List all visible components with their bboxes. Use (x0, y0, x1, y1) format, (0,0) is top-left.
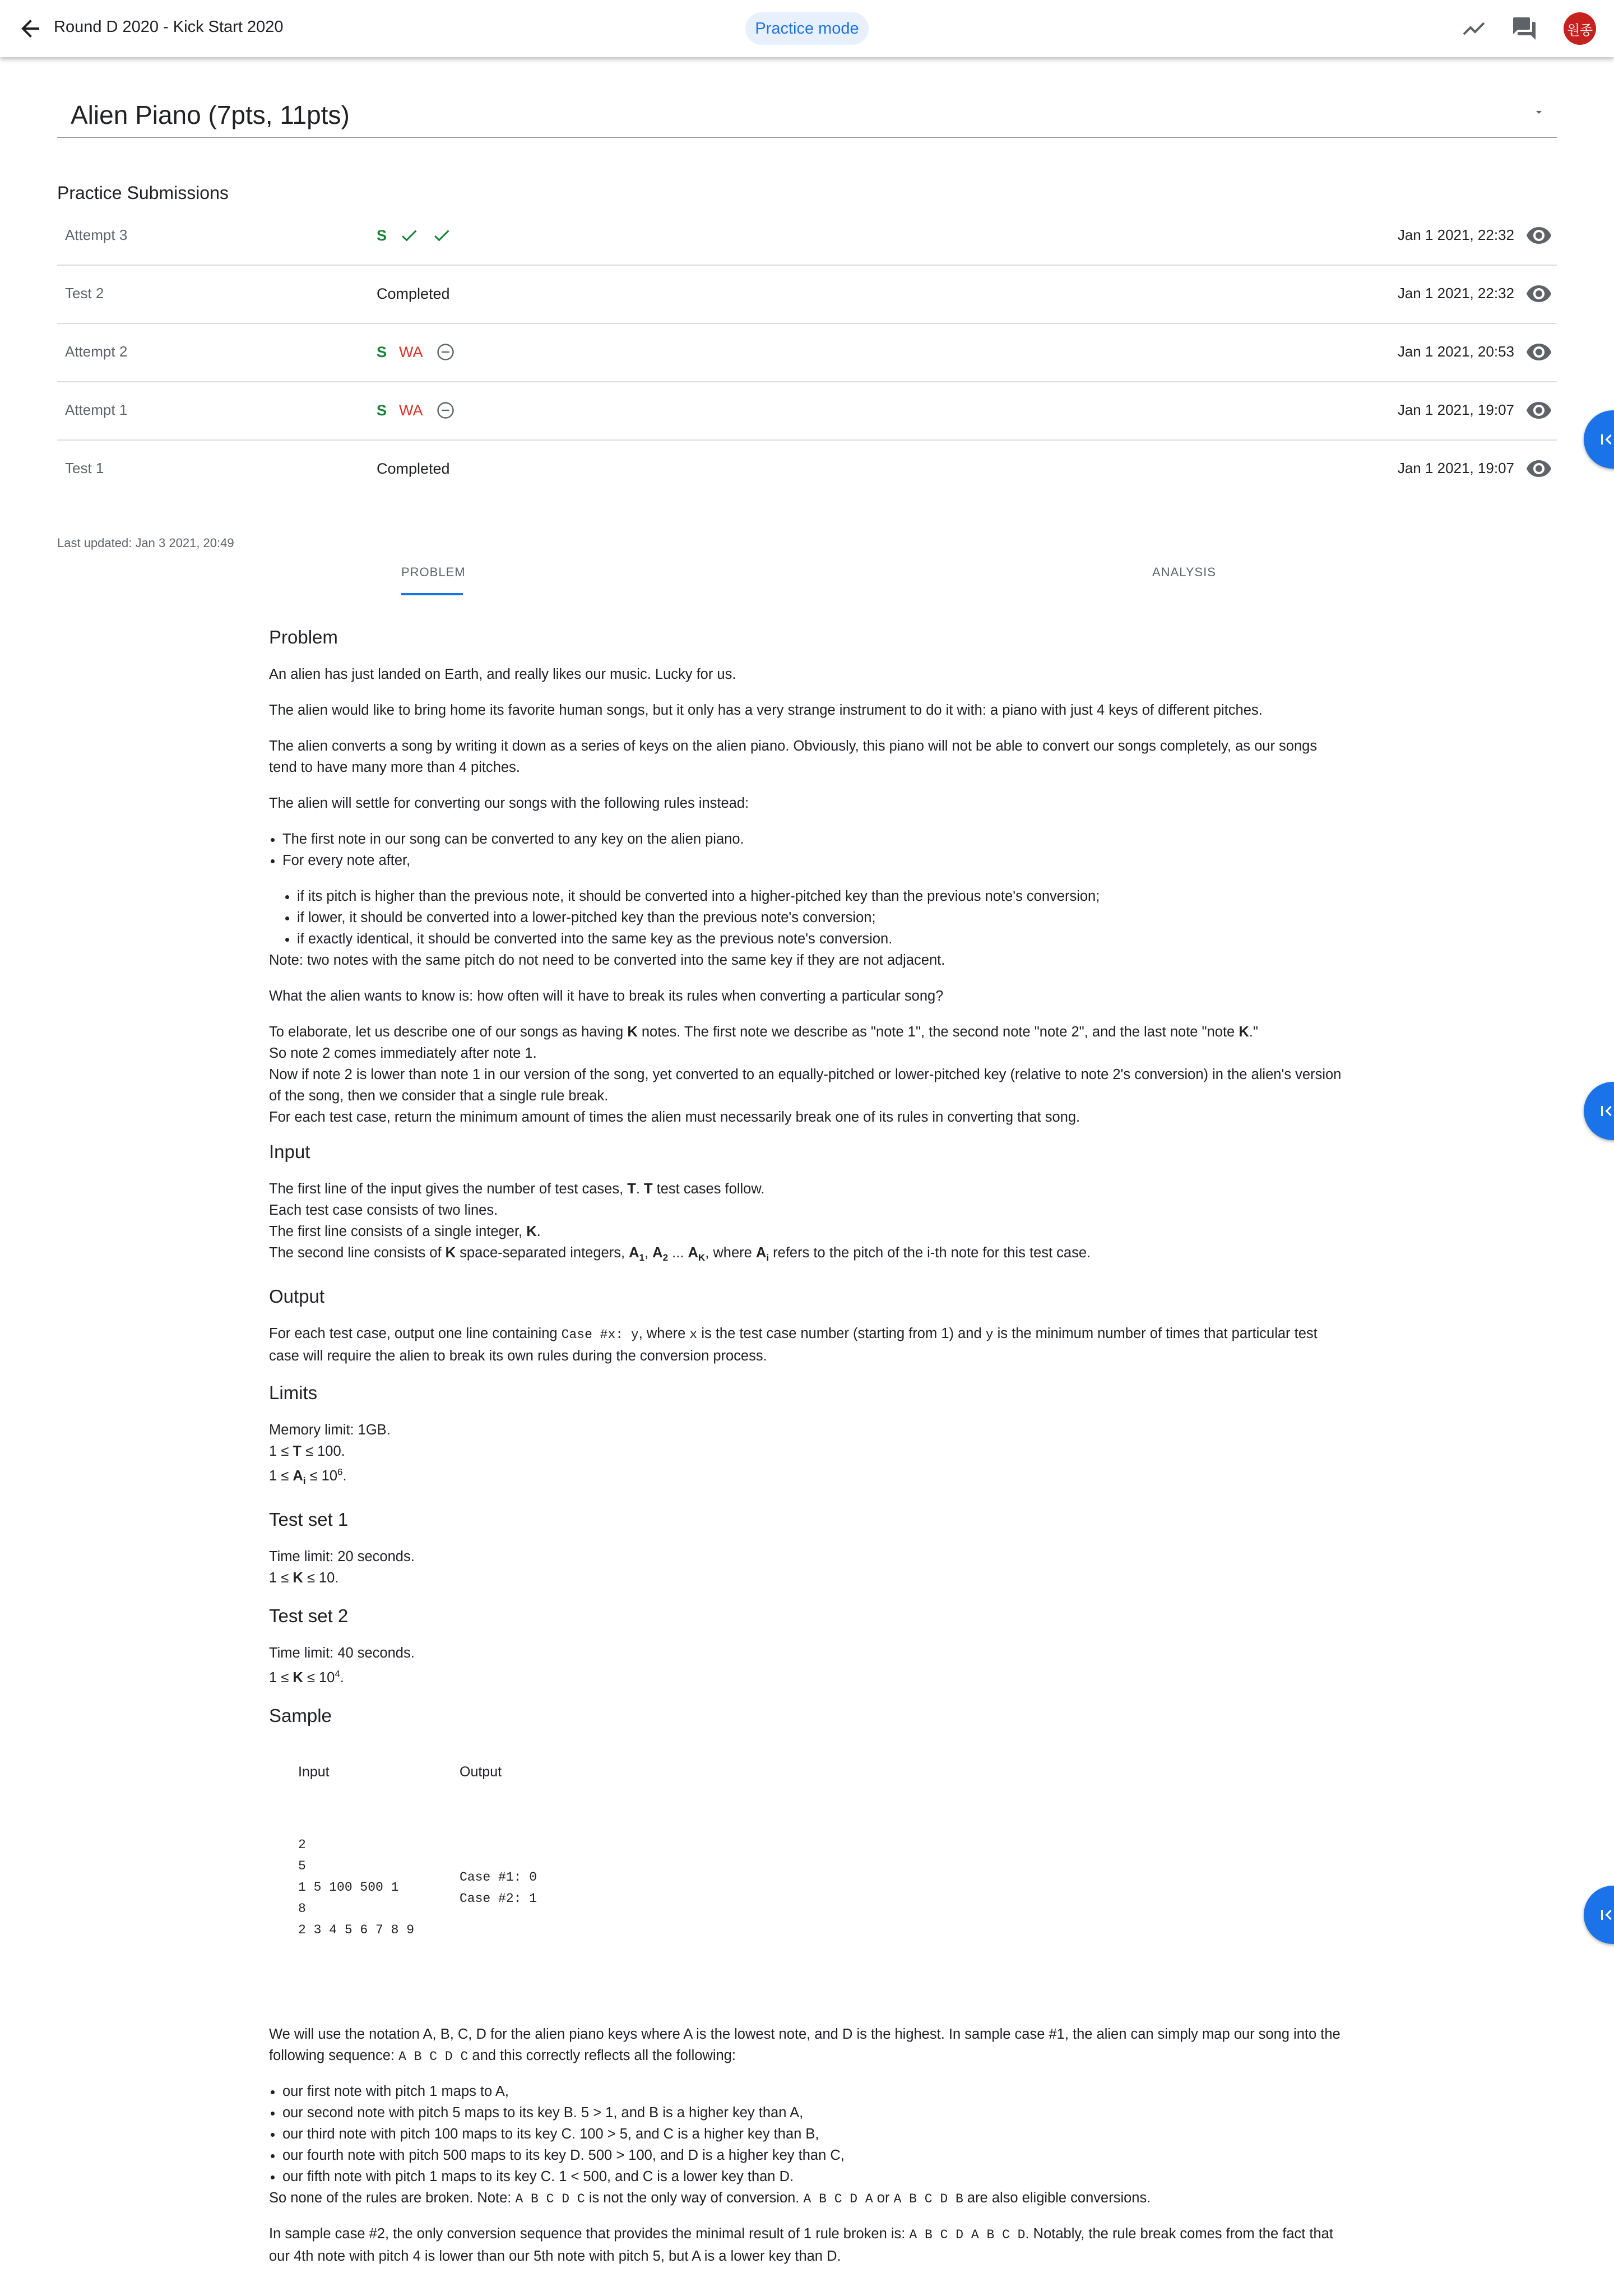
subscript: i (766, 1252, 769, 1263)
text: is the minimum number of times that particular test case will require the alien to break its own rules during the conversion process. (269, 1326, 1318, 1364)
section-heading-test-set-1: Test set 1 (269, 1509, 349, 1530)
sub-rules-list (269, 886, 1373, 950)
skipped-minus-circle-icon (435, 400, 456, 420)
paragraph (269, 1178, 1345, 1200)
text: . (342, 1468, 347, 1484)
text: test cases follow. (652, 1181, 765, 1197)
sample-output-label: Output (460, 1764, 502, 1780)
explanation-paragraph (269, 2223, 1345, 2267)
list-item: • our fifth note with pitch 1 maps to its key C. 1 < 500, and C is a lower key than D. (282, 2166, 1358, 2187)
section-heading-limits: Limits (269, 1382, 318, 1403)
variable: A (688, 1245, 698, 1261)
section-heading-sample: Sample (269, 1705, 332, 1726)
trending-icon[interactable] (1460, 15, 1487, 42)
paragraph: Note: two notes with the same pitch do not need to be converted into the same key if they are not adjacent. (269, 952, 945, 968)
text: In sample case #2, the only conversion sequence that provides the minimal result of 1 rule broken is: (269, 2226, 910, 2242)
code: A B C D C (515, 2192, 585, 2206)
section-heading-problem: Problem (269, 627, 338, 647)
submission-name: Attempt 1 (65, 401, 128, 418)
variable: A (293, 1468, 303, 1484)
sample-input-code[interactable]: 2 5 1 5 100 500 1 8 2 3 4 5 6 7 8 9 (298, 1837, 415, 1937)
text: For each test case, output one line containing (269, 1326, 562, 1341)
first-page-icon (1596, 429, 1614, 450)
sample-badge: S (377, 226, 387, 244)
submission-date: Jan 1 2021, 22:32 (1397, 226, 1514, 243)
text: The second line consists of (269, 1245, 446, 1261)
submission-date: Jan 1 2021, 19:07 (1397, 460, 1514, 476)
code: A B C D B (893, 2192, 963, 2206)
explanation-paragraph (269, 2024, 1345, 2067)
app-title: Round D 2020 - Kick Start 2020 (54, 18, 284, 36)
paragraph (269, 1242, 1345, 1263)
paragraph: The alien converts a song by writing it down as a series of keys on the alien piano. Obviously, this piano will not be able to convert our songs completely, as our songs tend to have many more than 4 pitches. (269, 738, 1318, 775)
text: . Notably, the rule break comes from the fact that our 4th note with pitch 4 is lower than our 5th note with pitch 5, but A is a lower key than D. (269, 2226, 1333, 2264)
text: 1 ≤ (269, 1670, 293, 1686)
paragraph: For each test case, return the minimum amount of times the alien must necessarily break one of its rules in converting that song. (269, 1109, 1080, 1125)
paragraph (269, 1667, 1345, 1688)
sample-badge: S (377, 401, 387, 419)
text: is the test case number (starting from 1) and (697, 1326, 986, 1341)
variable: T (644, 1181, 653, 1197)
active-tab-indicator (401, 593, 463, 595)
text: ≤ 10 (303, 1670, 335, 1686)
check-icon (432, 225, 452, 246)
paragraph: So note 2 comes immediately after note 1. (269, 1045, 537, 1061)
avatar[interactable]: 원종 (1564, 12, 1596, 45)
variable: A (652, 1245, 663, 1261)
list-item: • our fourth note with pitch 500 maps to its key D. 500 > 100, and D is a higher key than C, (282, 2145, 1358, 2166)
text: and this correctly reflects all the following: (468, 2048, 736, 2063)
submission-row[interactable] (57, 439, 1557, 498)
first-page-icon (1596, 1101, 1614, 1121)
text: or (873, 2190, 894, 2206)
paragraph (269, 1567, 1345, 1589)
view-eye-icon[interactable] (1525, 222, 1552, 249)
test-set-2-limits (269, 1642, 1345, 1688)
elaboration (269, 1021, 1345, 1128)
collapse-panel-button[interactable] (1584, 410, 1614, 469)
submission-name: Test 1 (65, 460, 104, 476)
list-item: • The first note in our song can be converted to any key on the alien piano. (282, 828, 1358, 850)
paragraph: An alien has just landed on Earth, and really likes our music. Lucky for us. (269, 666, 736, 682)
text: The first line of the input gives the number of test cases, (269, 1181, 628, 1197)
text: So none of the rules are broken. Note: (269, 2190, 516, 2206)
sample-input-label: Input (298, 1764, 330, 1780)
dropdown-caret-icon (1532, 105, 1546, 119)
tab-analysis[interactable]: ANALYSIS (1152, 565, 1216, 579)
submissions-heading: Practice Submissions (57, 183, 229, 203)
text: To elaborate, let us describe one of our songs as having (269, 1024, 628, 1040)
problem-select[interactable] (57, 90, 1557, 138)
explanation-paragraph (269, 2187, 1345, 2210)
submission-date: Jan 1 2021, 22:32 (1397, 285, 1514, 302)
status-text: Completed (377, 460, 450, 477)
list-item: • For every note after, (282, 850, 1358, 871)
text: , (644, 1245, 653, 1261)
variable: K (526, 1224, 537, 1239)
paragraph (269, 1221, 1345, 1242)
subscript: 1 (639, 1252, 644, 1263)
input-description (269, 1178, 1345, 1263)
text: 1 ≤ (269, 1570, 293, 1586)
rules-list (269, 828, 1358, 871)
practice-mode-chip[interactable]: Practice mode (745, 12, 869, 45)
subscript: 2 (662, 1252, 669, 1263)
submission-status (377, 397, 456, 424)
paragraph: Now if note 2 is lower than note 1 in our version of the song, yet converted to an equally-pitched or lower-pitched key (relative to note 2's conversion) in the alien's version of the song, then we consider that a single rule break. (269, 1067, 1342, 1104)
status-text: Completed (377, 285, 450, 302)
paragraph: What the alien wants to know is: how often will it have to break its rules when converting a particular song? (269, 988, 944, 1004)
variable: K (627, 1024, 638, 1040)
paragraph (269, 1465, 1345, 1487)
list-item: • our second note with pitch 5 maps to its key B. 5 > 1, and B is a higher key than A, (282, 2102, 1358, 2123)
text: refers to the pitch of the i-th note for this test case. (769, 1245, 1091, 1261)
paragraph: Memory limit: 1GB. (269, 1422, 391, 1438)
code: Case #x: y (561, 1327, 639, 1342)
paragraph: Time limit: 40 seconds. (269, 1645, 415, 1661)
test-set-1-limits (269, 1546, 1345, 1589)
sample-output-code[interactable]: Case #1: 0 Case #2: 1 (460, 1870, 537, 1906)
submission-status (377, 222, 452, 249)
check-icon (399, 225, 419, 246)
back-arrow-icon[interactable] (17, 15, 44, 42)
subscript: K (698, 1252, 706, 1263)
text: space-separated integers, (456, 1245, 629, 1261)
collapse-panel-button[interactable] (1584, 1886, 1614, 1944)
superscript: 4 (335, 1668, 340, 1679)
submission-date: Jan 1 2021, 19:07 (1397, 401, 1514, 418)
text: ." (1249, 1024, 1258, 1040)
code: A B C D A (803, 2192, 873, 2206)
paragraph: Time limit: 20 seconds. (269, 1549, 415, 1564)
code: A B C D A B C D (909, 2228, 1026, 2242)
list-item: • if its pitch is higher than the previous note, it should be converted into a higher-pitched key than the previous note's conversion; (297, 886, 1373, 907)
text: ≤ 100. (301, 1443, 345, 1459)
view-eye-icon[interactable] (1525, 339, 1552, 365)
list-item: • if exactly identical, it should be converted into the same key as the previous note's conversion. (297, 928, 1373, 950)
variable: T (293, 1443, 302, 1459)
text: ... (668, 1245, 688, 1261)
submission-row[interactable] (57, 323, 1557, 382)
submission-row[interactable] (57, 381, 1557, 441)
submission-name: Attempt 3 (65, 226, 128, 243)
paragraph: The alien would like to bring home its favorite human songs, but it only has a very strange instrument to do it with: a piano with just 4 keys of different pitches. (269, 702, 1263, 718)
list-item: • our first note with pitch 1 maps to A, (282, 2081, 1358, 2102)
list-item: • our third note with pitch 100 maps to its key C. 100 > 5, and C is a higher key than B, (282, 2123, 1358, 2145)
superscript: 6 (337, 1466, 343, 1478)
paragraph (269, 1021, 1345, 1043)
text: notes. The first note we describe as "note 1", the second note "note 2", and the last note "note (637, 1024, 1239, 1040)
section-heading-output: Output (269, 1286, 325, 1307)
chat-icon[interactable] (1511, 15, 1538, 42)
variable: A (755, 1245, 767, 1261)
tab-problem[interactable]: PROBLEM (401, 565, 466, 579)
last-updated-text: Last updated: Jan 3 2021, 20:49 (57, 536, 234, 550)
subscript: i (303, 1475, 306, 1487)
text: 1 ≤ (269, 1468, 293, 1484)
text: . (636, 1181, 644, 1197)
output-description (269, 1323, 1345, 1367)
limits (269, 1419, 1345, 1487)
text: . (340, 1670, 344, 1686)
submission-row[interactable] (57, 206, 1557, 266)
text: 1 ≤ (269, 1443, 293, 1459)
paragraph: Each test case consists of two lines. (269, 1202, 498, 1218)
list-item: • if lower, it should be converted into a lower-pitched key than the previous note's conversion; (297, 907, 1373, 928)
text: ≤ 10. (303, 1570, 339, 1586)
text: is not the only way of conversion. (585, 2190, 804, 2206)
first-page-icon (1596, 1905, 1614, 1925)
text: ≤ 10 (305, 1468, 338, 1484)
section-heading-input: Input (269, 1141, 310, 1162)
wrong-answer-badge: WA (399, 401, 423, 419)
variable: K (293, 1670, 303, 1686)
sample-badge: S (377, 343, 387, 360)
variable: T (627, 1181, 636, 1197)
variable: K (445, 1245, 456, 1261)
view-eye-icon[interactable] (1525, 397, 1552, 424)
view-eye-icon[interactable] (1525, 280, 1552, 307)
text: , where (638, 1326, 690, 1341)
submission-row[interactable] (57, 265, 1557, 324)
text: The first line consists of a single integer, (269, 1224, 527, 1239)
section-heading-test-set-2: Test set 2 (269, 1605, 349, 1626)
variable: K (1239, 1024, 1249, 1040)
submission-date: Jan 1 2021, 20:53 (1397, 343, 1514, 360)
variable: K (293, 1570, 303, 1586)
submission-status (377, 339, 456, 365)
submission-name: Attempt 2 (65, 343, 128, 360)
text: , where (705, 1245, 756, 1261)
view-eye-icon[interactable] (1525, 455, 1552, 482)
text: . (536, 1224, 541, 1239)
paragraph (269, 1441, 1345, 1462)
skipped-minus-circle-icon (435, 342, 456, 362)
problem-title: Alien Piano (7pts, 11pts) (71, 100, 350, 129)
submission-name: Test 2 (65, 285, 104, 302)
paragraph: The alien will settle for converting our songs with the following rules instead: (269, 795, 749, 811)
text: are also eligible conversions. (963, 2190, 1151, 2206)
code: A B C D C (398, 2049, 469, 2064)
code: x (689, 1327, 698, 1342)
text: We will use the notation A, B, C, D for the alien piano keys where A is the lowest note, and D is the highest. In sample case #1, the alien can simply map our song into the following sequence: (269, 2026, 1341, 2063)
wrong-answer-badge: WA (399, 343, 423, 360)
submission-status (377, 455, 450, 482)
collapse-panel-button[interactable] (1584, 1082, 1614, 1140)
top-app-bar (0, 0, 1614, 57)
submission-status (377, 280, 450, 307)
variable: A (629, 1245, 639, 1261)
code: y (985, 1327, 994, 1342)
explanation-list (269, 2081, 1358, 2187)
